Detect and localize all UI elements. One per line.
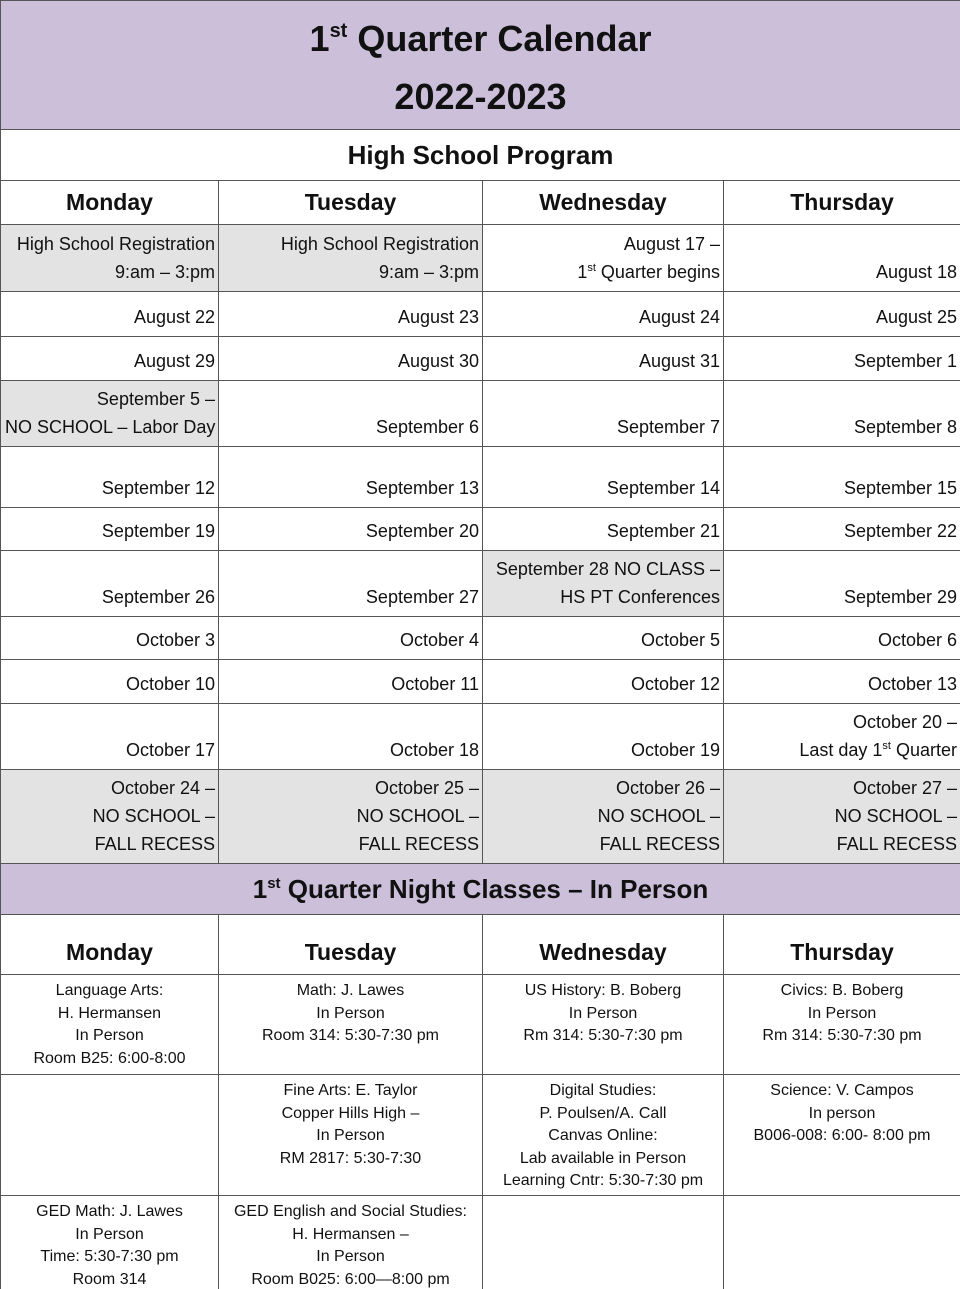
title-number: 1 bbox=[309, 18, 330, 59]
cell-line: US History: B. Boberg bbox=[524, 982, 682, 999]
calendar-day-cell bbox=[1, 447, 219, 508]
cell-line: October 26 – bbox=[615, 778, 720, 798]
week-row bbox=[1, 292, 960, 337]
cell-line: September 22 bbox=[843, 521, 958, 541]
cell-line: September 21 bbox=[606, 521, 720, 541]
cell-line: P. Poulsen/A. Call bbox=[539, 1104, 667, 1122]
night-day-header: Thursday bbox=[724, 915, 960, 975]
calendar-day-cell bbox=[1, 381, 219, 447]
day-header-wednesday: Wednesday bbox=[483, 181, 724, 225]
calendar-day-cell bbox=[483, 551, 724, 617]
cell-line: In Person bbox=[316, 1248, 385, 1265]
school-year: 2022-2023 bbox=[394, 76, 567, 117]
cell-line: In Person bbox=[75, 1027, 144, 1044]
cell-line: Fine Arts: E. Taylor bbox=[283, 1082, 418, 1099]
calendar-day-cell bbox=[724, 337, 960, 381]
cell-line: September 26 bbox=[101, 587, 215, 607]
cell-line: In Person bbox=[75, 1225, 144, 1243]
week-row bbox=[1, 337, 960, 381]
calendar-day-cell bbox=[219, 292, 483, 337]
cell-line: Room 314 bbox=[72, 1270, 147, 1288]
cell-line: Science: V. Campos bbox=[770, 1082, 914, 1099]
night-classes-title: 1st Quarter Night Classes – In Person bbox=[1, 864, 960, 915]
calendar-day-cell bbox=[1, 292, 219, 337]
calendar-day-cell bbox=[483, 337, 724, 381]
night-class-cell bbox=[219, 1075, 483, 1196]
cell-line: H. Hermansen bbox=[57, 1004, 162, 1022]
cell-line: September 14 bbox=[606, 478, 720, 498]
cell-line: NO SCHOOL – Labor Day bbox=[5, 417, 216, 437]
calendar-day-cell bbox=[483, 508, 724, 551]
calendar-day-cell bbox=[1, 508, 219, 551]
calendar-day-cell bbox=[1, 225, 219, 292]
cell-line: October 12 bbox=[630, 674, 720, 694]
title-line bbox=[1, 10, 960, 68]
day-header-monday: Monday bbox=[1, 181, 219, 225]
cell-line: August 29 bbox=[133, 351, 215, 371]
calendar-day-cell bbox=[724, 225, 960, 292]
night-day-header: Monday bbox=[1, 915, 219, 975]
night-day-header: Tuesday bbox=[219, 915, 483, 975]
calendar-day-cell bbox=[219, 225, 483, 292]
week-row bbox=[1, 225, 960, 292]
cell-line: August 30 bbox=[397, 351, 479, 371]
cell-line: In Person bbox=[568, 1004, 638, 1022]
cell-line: October 3 bbox=[135, 630, 215, 650]
cell-line: Digital Studies: bbox=[549, 1082, 657, 1099]
week-row bbox=[1, 447, 960, 508]
cell-line: October 10 bbox=[125, 674, 215, 694]
calendar-day-cell bbox=[724, 704, 960, 770]
cell-line: August 31 bbox=[638, 351, 720, 371]
calendar-day-cell bbox=[1, 660, 219, 704]
calendar-day-cell bbox=[724, 770, 960, 864]
cell-line: FALL RECESS bbox=[836, 834, 958, 854]
cell-line: October 25 – bbox=[374, 778, 479, 798]
cell-line: FALL RECESS bbox=[94, 834, 215, 854]
night-class-cell bbox=[724, 1196, 960, 1289]
calendar-day-cell bbox=[724, 617, 960, 660]
cell-line: 9:am – 3:pm bbox=[114, 262, 215, 282]
cell-line: September 20 bbox=[365, 521, 479, 541]
cell-line: August 22 bbox=[133, 307, 215, 327]
day-header-thursday: Thursday bbox=[724, 181, 960, 225]
cell-line: 9:am – 3:pm bbox=[378, 262, 479, 282]
night-class-cell bbox=[219, 975, 483, 1075]
cell-line: Language Arts: bbox=[55, 982, 164, 999]
cell-line: August 24 bbox=[638, 307, 720, 327]
cell-line: October 4 bbox=[399, 630, 479, 650]
calendar-day-cell bbox=[1, 551, 219, 617]
calendar-day-cell bbox=[1, 617, 219, 660]
cell-line: RM 2817: 5:30-7:30 bbox=[279, 1149, 422, 1167]
night-day-header: Wednesday bbox=[483, 915, 724, 975]
cell-line: H. Hermansen – bbox=[292, 1225, 409, 1243]
calendar-day-cell bbox=[483, 292, 724, 337]
calendar-day-cell bbox=[483, 617, 724, 660]
cell-line: NO SCHOOL – bbox=[597, 806, 720, 826]
day-header-row bbox=[1, 181, 960, 225]
cell-line: October 17 bbox=[125, 740, 215, 760]
cell-line: August 18 bbox=[875, 262, 958, 282]
title-suffix: st bbox=[329, 20, 348, 42]
cell-line: September 12 bbox=[101, 478, 215, 498]
cell-line: September 27 bbox=[365, 587, 479, 607]
calendar-day-cell bbox=[724, 381, 960, 447]
night-class-row bbox=[1, 975, 960, 1075]
cell-line: August 25 bbox=[875, 307, 958, 327]
night-day-header-row bbox=[1, 915, 960, 975]
cell-line: September 1 bbox=[853, 351, 958, 371]
night-class-row bbox=[1, 1196, 960, 1289]
cell-line: October 11 bbox=[391, 674, 479, 694]
calendar-day-cell bbox=[219, 770, 483, 864]
cell-line: October 5 bbox=[640, 630, 720, 650]
cell-line: In Person bbox=[316, 1004, 385, 1022]
night-class-cell bbox=[724, 975, 960, 1075]
week-row bbox=[1, 508, 960, 551]
calendar-day-cell bbox=[219, 337, 483, 381]
calendar-day-cell bbox=[724, 551, 960, 617]
title-text: Quarter Calendar bbox=[357, 18, 652, 59]
night-class-cell bbox=[483, 1075, 724, 1196]
night-class-cell bbox=[1, 1196, 219, 1289]
night-class-cell bbox=[1, 1075, 219, 1196]
cell-line: October 18 bbox=[389, 740, 479, 760]
cell-line: In person bbox=[808, 1104, 876, 1122]
cell-line: October 19 bbox=[630, 740, 720, 760]
cell-line: GED Math: J. Lawes bbox=[36, 1203, 183, 1220]
cell-line: Lab available in Person bbox=[519, 1149, 687, 1167]
calendar-day-cell bbox=[483, 660, 724, 704]
cell-line: Copper Hills High – bbox=[281, 1104, 420, 1122]
program-title: High School Program bbox=[1, 130, 960, 181]
cell-line: Room 314: 5:30-7:30 pm bbox=[262, 1027, 439, 1044]
cell-line: Math: J. Lawes bbox=[296, 982, 405, 999]
cell-line: Civics: B. Boberg bbox=[780, 982, 904, 999]
cell-line: September 6 bbox=[375, 417, 479, 437]
cell-line: October 6 bbox=[877, 630, 958, 650]
week-row bbox=[1, 551, 960, 617]
cell-line: High School Registration bbox=[16, 234, 215, 254]
cell-line: September 7 bbox=[616, 417, 720, 437]
cell-line: August 23 bbox=[397, 307, 479, 327]
cell-line: High School Registration bbox=[280, 234, 479, 254]
cell-line: HS PT Conferences bbox=[560, 587, 720, 607]
calendar-day-cell bbox=[724, 660, 960, 704]
calendar-day-cell bbox=[219, 508, 483, 551]
cell-line: August 17 – bbox=[623, 234, 720, 254]
cell-line: B006-008: 6:00- 8:00 pm bbox=[753, 1127, 931, 1144]
calendar-day-cell bbox=[483, 447, 724, 508]
night-class-cell bbox=[483, 975, 724, 1075]
cell-line: Canvas Online: bbox=[548, 1127, 658, 1144]
cell-line: October 24 – bbox=[110, 778, 215, 798]
week-row bbox=[1, 704, 960, 770]
cell-line: September 8 bbox=[853, 417, 958, 437]
cell-line: 1st Quarter begins bbox=[577, 262, 720, 282]
cell-line: GED English and Social Studies: bbox=[233, 1203, 467, 1220]
night-class-cell bbox=[1, 975, 219, 1075]
calendar-day-cell bbox=[1, 337, 219, 381]
week-row bbox=[1, 660, 960, 704]
calendar-day-cell bbox=[219, 381, 483, 447]
cell-line: October 13 bbox=[867, 674, 958, 694]
calendar-day-cell bbox=[1, 770, 219, 864]
day-header-tuesday: Tuesday bbox=[219, 181, 483, 225]
calendar-day-cell bbox=[724, 508, 960, 551]
calendar-day-cell bbox=[219, 704, 483, 770]
night-class-cell bbox=[219, 1196, 483, 1289]
cell-line: September 5 – bbox=[96, 389, 215, 409]
calendar-day-cell bbox=[483, 704, 724, 770]
calendar-day-cell bbox=[724, 292, 960, 337]
cell-line: FALL RECESS bbox=[358, 834, 479, 854]
calendar-day-cell bbox=[219, 447, 483, 508]
calendar-day-cell bbox=[219, 551, 483, 617]
night-class-cell bbox=[724, 1075, 960, 1196]
cell-line: September 15 bbox=[843, 478, 958, 498]
cell-line: Room B025: 6:00—8:00 pm bbox=[251, 1270, 450, 1288]
cell-line: Rm 314: 5:30-7:30 pm bbox=[523, 1027, 683, 1044]
week-row bbox=[1, 770, 960, 864]
cell-line: NO SCHOOL – bbox=[92, 806, 215, 826]
week-row bbox=[1, 617, 960, 660]
calendar-day-cell bbox=[483, 770, 724, 864]
title-row bbox=[1, 1, 960, 130]
cell-line: NO SCHOOL – bbox=[834, 806, 958, 826]
calendar-day-cell bbox=[219, 660, 483, 704]
page-title bbox=[1, 1, 960, 130]
program-row bbox=[1, 130, 960, 181]
cell-line: October 27 – bbox=[852, 778, 958, 798]
calendar-day-cell bbox=[483, 381, 724, 447]
calendar-day-cell bbox=[219, 617, 483, 660]
cell-line: September 13 bbox=[365, 478, 479, 498]
cell-line: September 28 NO CLASS – bbox=[495, 559, 720, 579]
night-class-row bbox=[1, 1075, 960, 1196]
cell-line: September 19 bbox=[101, 521, 215, 541]
cell-line: September 29 bbox=[843, 587, 958, 607]
calendar-day-cell bbox=[724, 447, 960, 508]
night-classes-row bbox=[1, 864, 960, 915]
cell-line: Rm 314: 5:30-7:30 pm bbox=[762, 1027, 922, 1044]
cell-line: Last day 1st Quarter bbox=[799, 740, 958, 760]
calendar-day-cell bbox=[483, 225, 724, 292]
cell-line: Learning Cntr: 5:30-7:30 pm bbox=[502, 1172, 704, 1189]
cell-line: In Person bbox=[316, 1127, 385, 1144]
cell-line: Room B25: 6:00-8:00 bbox=[33, 1049, 186, 1067]
cell-line: Time: 5:30-7:30 pm bbox=[40, 1248, 179, 1265]
cell-line: In Person bbox=[807, 1004, 877, 1022]
night-class-cell bbox=[483, 1196, 724, 1289]
cell-line: FALL RECESS bbox=[599, 834, 720, 854]
cell-line: October 20 – bbox=[852, 712, 958, 732]
cell-line: NO SCHOOL – bbox=[356, 806, 479, 826]
week-row bbox=[1, 381, 960, 447]
calendar-day-cell bbox=[1, 704, 219, 770]
